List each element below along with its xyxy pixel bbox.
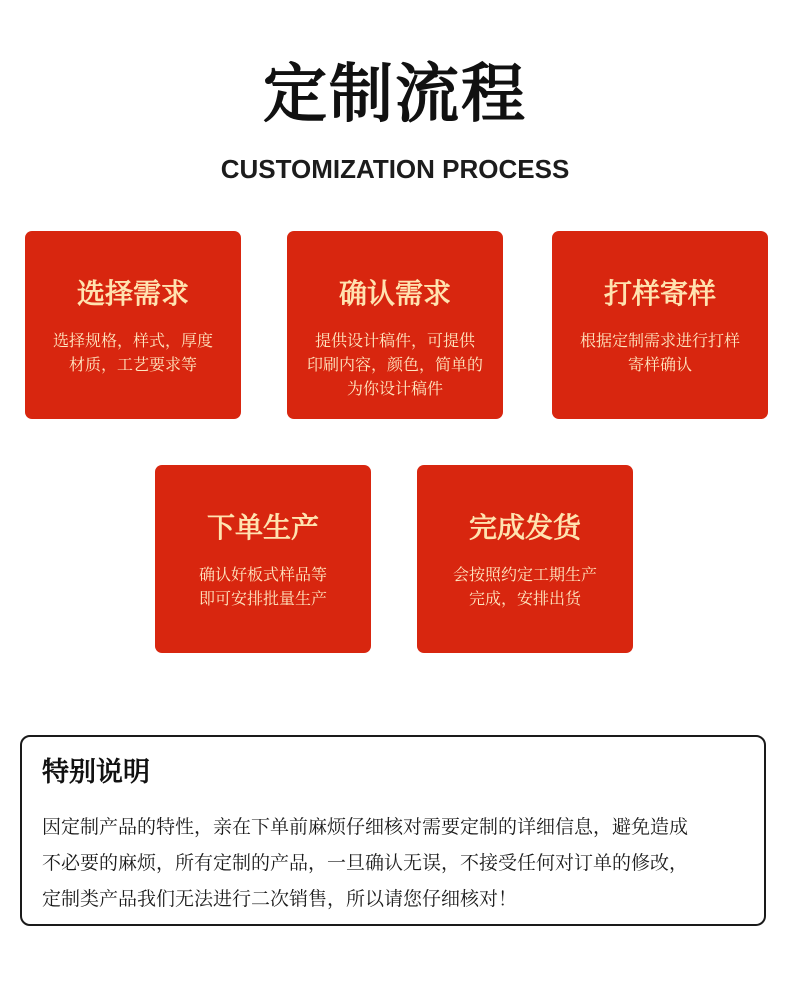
step-title: 打样寄样 <box>603 277 716 310</box>
step-card-confirm-requirements <box>287 231 503 419</box>
step-description: 确认好板式样品等 即可安排批量生产 <box>198 565 327 608</box>
step-description: 根据定制需求进行打样 寄样确认 <box>579 331 740 374</box>
notice-line: 定制类产品我们无法进行二次销售，所以请您仔细核对！ <box>42 888 518 910</box>
step-title: 完成发货 <box>468 511 581 544</box>
notice-line: 不必要的麻烦，所有定制的产品，一旦确认无误，不接受任何对订单的修改， <box>42 852 689 874</box>
step-description: 会按照约定工期生产 完成，安排出货 <box>452 565 597 608</box>
step-title: 下单生产 <box>206 511 319 544</box>
notice-body <box>42 809 752 917</box>
step-title: 选择需求 <box>76 277 189 310</box>
step-card-select-requirements <box>25 231 241 419</box>
notice-line: 因定制产品的特性，亲在下单前麻烦仔细核对需要定制的详细信息，避免造成 <box>42 816 689 838</box>
step-title: 确认需求 <box>338 277 451 310</box>
special-notice-box <box>20 735 766 926</box>
step-description: 提供设计稿件，可提供 印刷内容，颜色，简单的 为你设计稿件 <box>306 331 483 398</box>
step-description: 选择规格，样式，厚度 材质，工艺要求等 <box>52 331 213 374</box>
page-subtitle: CUSTOMIZATION PROCESS <box>220 154 570 184</box>
page-title: 定制流程 <box>263 58 527 132</box>
step-card-sampling <box>552 231 768 419</box>
step-card-production <box>155 465 371 653</box>
step-card-shipping <box>417 465 633 653</box>
notice-title: 特别说明 <box>42 757 150 788</box>
